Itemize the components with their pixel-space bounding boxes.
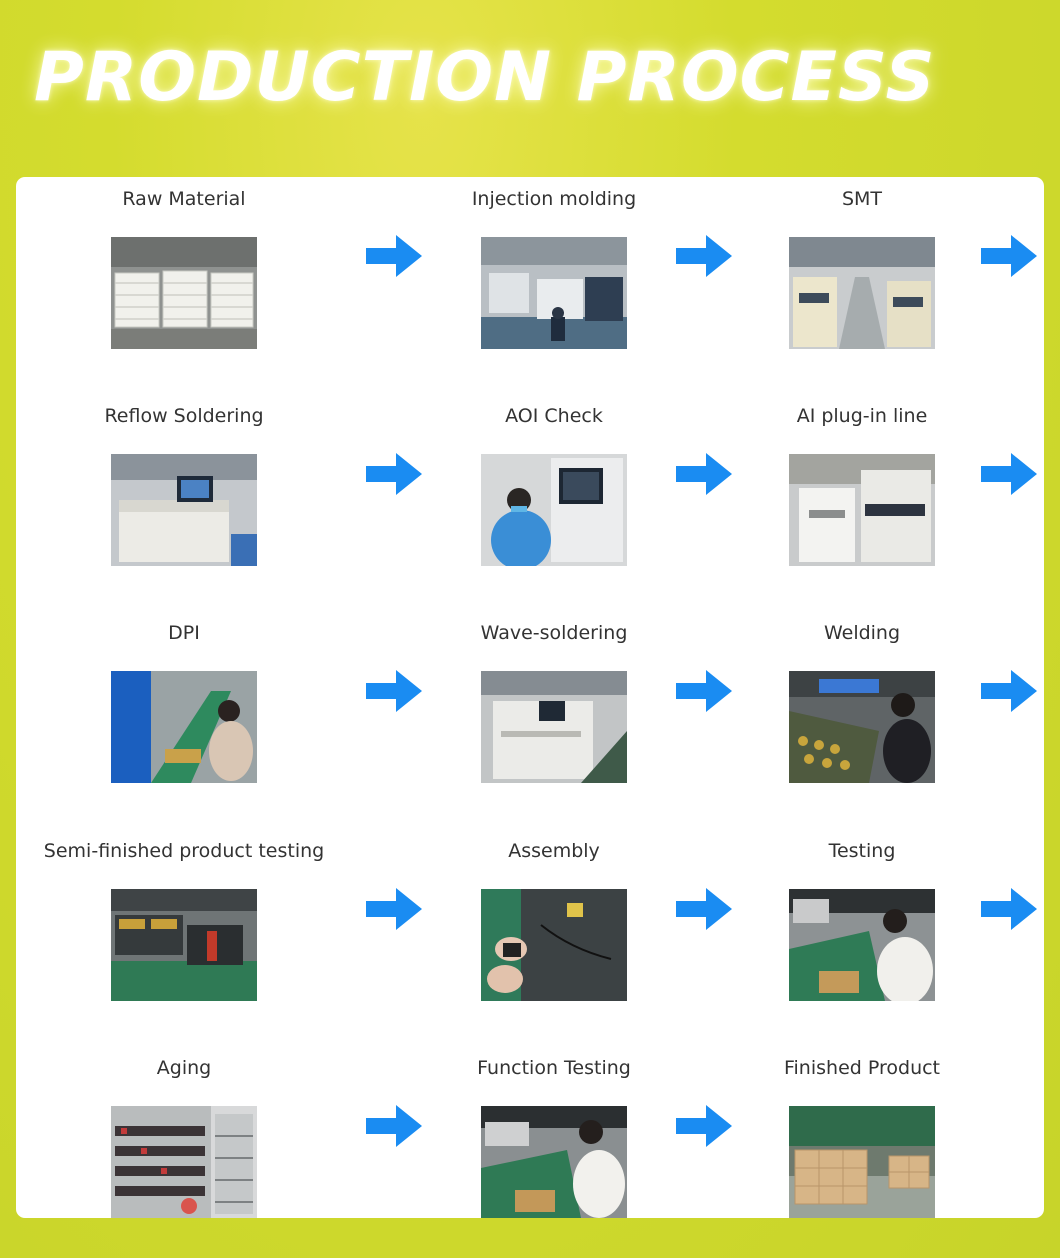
arrow-right-icon — [366, 670, 422, 712]
step-label: Testing — [828, 840, 896, 862]
arrow-right-icon — [676, 453, 732, 495]
testing-photo — [789, 889, 935, 1001]
step-finished-product — [712, 1056, 1012, 1080]
arrow-right-icon — [366, 453, 422, 495]
arrow-right-icon — [981, 888, 1037, 930]
step-semi-finished-product-testing — [34, 839, 334, 863]
semi-finished-testing-photo — [111, 889, 257, 1001]
finished-product-photo — [789, 1106, 935, 1218]
step-label: AI plug-in line — [796, 405, 928, 427]
step-testing — [712, 839, 1012, 863]
step-label: Semi-finished product testing — [43, 840, 325, 862]
step-aoi-check — [404, 404, 704, 428]
step-label: AOI Check — [505, 405, 603, 427]
arrow-right-icon — [366, 888, 422, 930]
step-label: Raw Material — [122, 188, 246, 210]
step-label: Injection molding — [471, 188, 637, 210]
arrow-right-icon — [676, 235, 732, 277]
step-label: Reflow Soldering — [104, 405, 264, 427]
assembly-photo — [481, 889, 627, 1001]
step-ai-plug-in-line — [712, 404, 1012, 428]
aoi-check-photo — [481, 454, 627, 566]
step-reflow-soldering — [34, 404, 334, 428]
reflow-soldering-photo — [111, 454, 257, 566]
arrow-right-icon — [981, 453, 1037, 495]
step-dpi — [34, 621, 334, 645]
step-label: Finished Product — [783, 1057, 941, 1079]
welding-photo — [789, 671, 935, 783]
ai-plug-in-photo — [789, 454, 935, 566]
step-welding — [712, 621, 1012, 645]
arrow-right-icon — [981, 235, 1037, 277]
arrow-right-icon — [676, 670, 732, 712]
step-label: SMT — [841, 188, 883, 210]
step-label: Wave-soldering — [480, 622, 628, 644]
dpi-photo — [111, 671, 257, 783]
injection-molding-photo — [481, 237, 627, 349]
step-label: Function Testing — [477, 1057, 631, 1079]
arrow-right-icon — [676, 1105, 732, 1147]
step-injection-molding — [404, 187, 704, 211]
step-label: DPI — [168, 622, 200, 644]
step-raw-material — [34, 187, 334, 211]
smt-photo — [789, 237, 935, 349]
step-label: Assembly — [508, 840, 600, 862]
step-aging — [34, 1056, 334, 1080]
step-label: Aging — [156, 1057, 212, 1079]
function-testing-photo — [481, 1106, 627, 1218]
step-label: Welding — [823, 622, 901, 644]
raw-material-photo — [111, 237, 257, 349]
step-wave-soldering — [404, 621, 704, 645]
arrow-right-icon — [981, 670, 1037, 712]
arrow-right-icon — [676, 888, 732, 930]
wave-soldering-photo — [481, 671, 627, 783]
step-smt — [712, 187, 1012, 211]
aging-photo — [111, 1106, 257, 1218]
step-function-testing — [404, 1056, 704, 1080]
process-panel — [16, 177, 1044, 1218]
arrow-right-icon — [366, 1105, 422, 1147]
step-assembly — [404, 839, 704, 863]
page-title: PRODUCTION PROCESS — [34, 38, 936, 117]
arrow-right-icon — [366, 235, 422, 277]
